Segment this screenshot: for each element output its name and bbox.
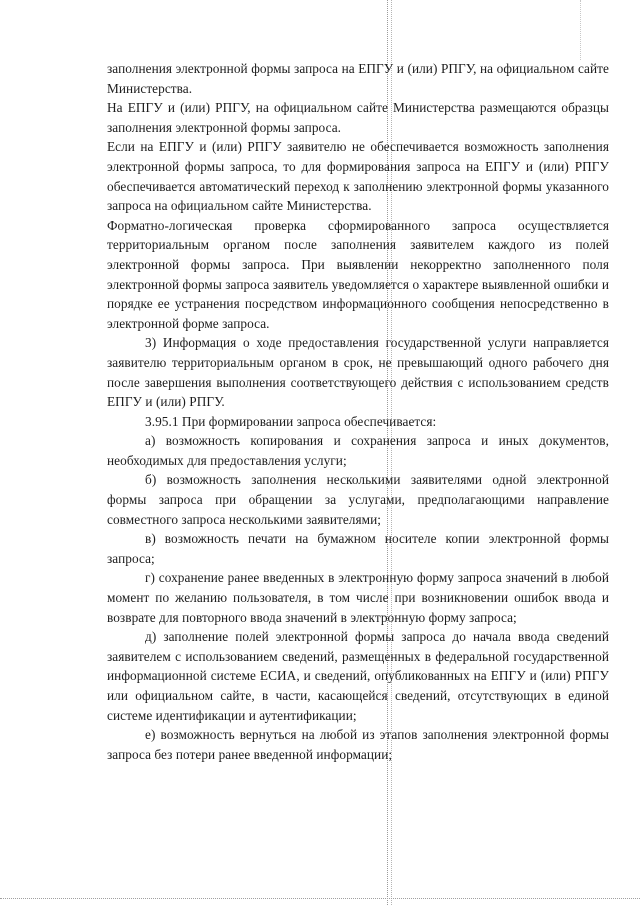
paragraph: 3) Информация о ходе предоставления государственной услуги направляется заявителю территориальным органом в срок, не превышающий одного рабочего дня после завершения выполнения соответствующего действия с использованием средств ЕПГУ и (или) РПГУ. [107,335,609,410]
paragraph: 3.95.1 При формировании запроса обеспечивается: [145,413,437,429]
list-item: в) возможность печати на бумажном носителе копии электронной формы запроса; [107,531,609,566]
scan-artifact-line [580,0,581,60]
list-item: г) сохранение ранее введенных в электронную форму запроса значений в любой момент по желанию пользователя, в том числе при возникновении ошибок ввода и возврате для повторного ввода значений в электронную форму запроса; [107,570,609,625]
paragraph: Если на ЕПГУ и (или) РПГУ заявителю не обеспечивается возможность заполнения электронной формы запроса, то для формирования запроса на ЕПГУ и (или) РПГУ обеспечивается автоматический переход к заполнению электронной формы указанного запроса на официальном сайте Министерства. [107,139,609,214]
paragraph: На ЕПГУ и (или) РПГУ, на официальном сайте Министерства размещаются образцы заполнения электронной формы запроса. [107,100,609,135]
list-item: а) возможность копирования и сохранения запроса и иных документов, необходимых для предоставления услуги; [107,433,609,468]
scan-edge-line [0,898,640,899]
paragraph: Форматно-логическая проверка сформированного запроса осуществляется территориальным органом после заполнения заявителем каждого из полей электронной формы запроса. При выявлении некорректно заполненного поля электронной формы запроса заявитель уведомляется о характере выявленной ошибки и порядке ее устранения посредством информационного сообщения непосредственно в электронной форме запроса. [107,217,609,331]
paragraph: заполнения электронной формы запроса на ЕПГУ и (или) РПГУ, на официальном сайте Министерства. [107,61,609,96]
list-item: д) заполнение полей электронной формы запроса до начала ввода сведений заявителем с использованием сведений, размещенных в федеральной государственной информационной системе ЕСИА, и сведений, опубликованных на ЕПГУ и (или) РПГУ или официальном сайте, в части, касающейся сведений, отсутствующих в единой системе идентификации и аутентификации; [107,629,609,723]
document-body [107,59,609,764]
list-item: б) возможность заполнения несколькими заявителями одной электронной формы запроса при обращении за услугами, предполагающими направление совместного запроса несколькими заявителями; [107,472,609,527]
list-item: е) возможность вернуться на любой из этапов заполнения электронной формы запроса без потери ранее введенной информации; [107,727,609,762]
